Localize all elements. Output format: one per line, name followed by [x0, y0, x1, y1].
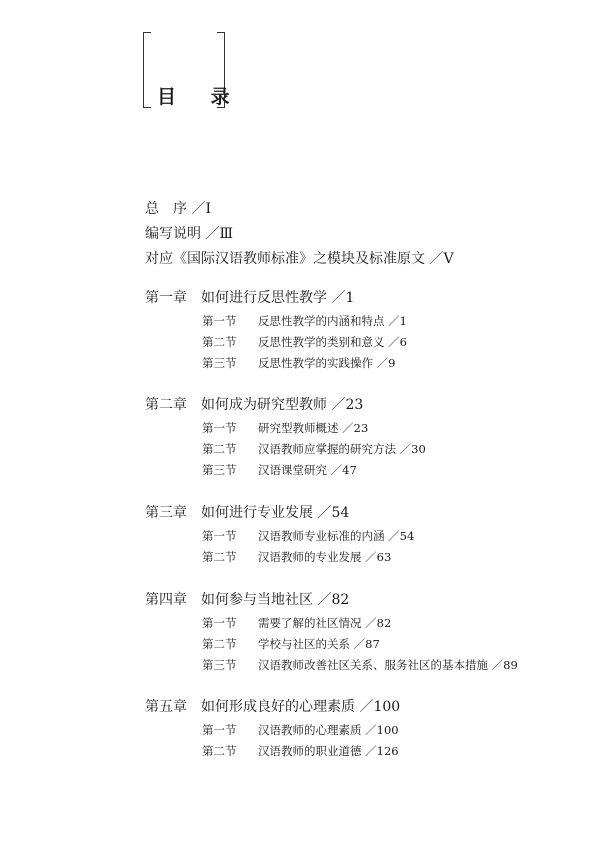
chapter-2	[145, 392, 426, 481]
section-title: 反思性教学的类别和意义 ／6	[258, 335, 407, 349]
chapter-number: 第四章	[145, 592, 187, 608]
section-title: 汉语教师的心理素质 ／100	[258, 723, 399, 737]
front-matter-standards: 对应《国际汉语教师标准》之模块及标准原文 ／Ⅴ	[145, 251, 454, 267]
chapter-number: 第一章	[145, 290, 187, 306]
section-title: 汉语教师改善社区关系、服务社区的基本措施 ／89	[258, 658, 518, 672]
section-title: 反思性教学的内涵和特点 ／1	[258, 314, 407, 328]
section-number: 第一节	[202, 529, 237, 543]
section-title: 学校与社区的关系 ／87	[258, 637, 380, 651]
section-entry	[145, 418, 426, 439]
chapter-title: 如何形成良好的心理素质 ／100	[201, 699, 401, 715]
chapter-heading	[145, 694, 400, 720]
section-number: 第三节	[202, 356, 237, 370]
chapter-title: 如何成为研究型教师 ／23	[201, 397, 364, 413]
chapter-number: 第二章	[145, 397, 187, 413]
chapter-4	[145, 587, 518, 676]
chapter-title: 如何进行专业发展 ／54	[201, 505, 350, 521]
section-number: 第三节	[202, 463, 237, 477]
front-matter-editorial-notes: 编写说明 ／Ⅲ	[145, 226, 233, 242]
toc-title: 目 录	[157, 86, 244, 108]
section-number: 第二节	[202, 744, 237, 758]
chapter-heading	[145, 500, 414, 526]
section-entry	[145, 526, 414, 547]
section-number: 第一节	[202, 421, 237, 435]
section-title: 汉语教师专业标准的内涵 ／54	[258, 529, 415, 543]
toc-title-frame	[143, 32, 244, 108]
section-entry	[145, 634, 518, 655]
front-matter-list	[145, 197, 454, 272]
section-number: 第一节	[202, 314, 237, 328]
section-entry	[145, 613, 518, 634]
section-number: 第一节	[202, 616, 237, 630]
section-entry	[145, 460, 426, 481]
section-entry	[145, 741, 400, 762]
section-number: 第一节	[202, 723, 237, 737]
chapter-heading	[145, 285, 407, 311]
section-entry	[145, 353, 407, 374]
chapter-title: 如何参与当地社区 ／82	[201, 592, 350, 608]
chapter-number: 第五章	[145, 699, 187, 715]
section-entry	[145, 439, 426, 460]
section-title: 汉语教师的专业发展 ／63	[258, 550, 392, 564]
front-matter-preface: 总 序 ／Ⅰ	[145, 201, 211, 217]
chapter-1	[145, 285, 407, 374]
section-number: 第二节	[202, 637, 237, 651]
section-number: 第三节	[202, 658, 237, 672]
chapter-heading	[145, 587, 518, 613]
section-entry	[145, 332, 407, 353]
section-number: 第二节	[202, 335, 237, 349]
left-bracket-decoration	[143, 32, 151, 108]
section-title: 汉语教师应掌握的研究方法 ／30	[258, 442, 426, 456]
chapter-3	[145, 500, 414, 568]
section-title: 研究型教师概述 ／23	[258, 421, 369, 435]
chapter-heading	[145, 392, 426, 418]
section-title: 需要了解的社区情况 ／82	[258, 616, 392, 630]
chapter-number: 第三章	[145, 505, 187, 521]
chapter-title: 如何进行反思性教学 ／1	[201, 290, 355, 306]
chapter-5	[145, 694, 400, 762]
section-title: 汉语教师的职业道德 ／126	[258, 744, 399, 758]
section-entry	[145, 547, 414, 568]
section-title: 反思性教学的实践操作 ／9	[258, 356, 396, 370]
section-entry	[145, 720, 400, 741]
section-number: 第二节	[202, 442, 237, 456]
section-title: 汉语课堂研究 ／47	[258, 463, 357, 477]
section-number: 第二节	[202, 550, 237, 564]
section-entry	[145, 655, 518, 676]
section-entry	[145, 311, 407, 332]
